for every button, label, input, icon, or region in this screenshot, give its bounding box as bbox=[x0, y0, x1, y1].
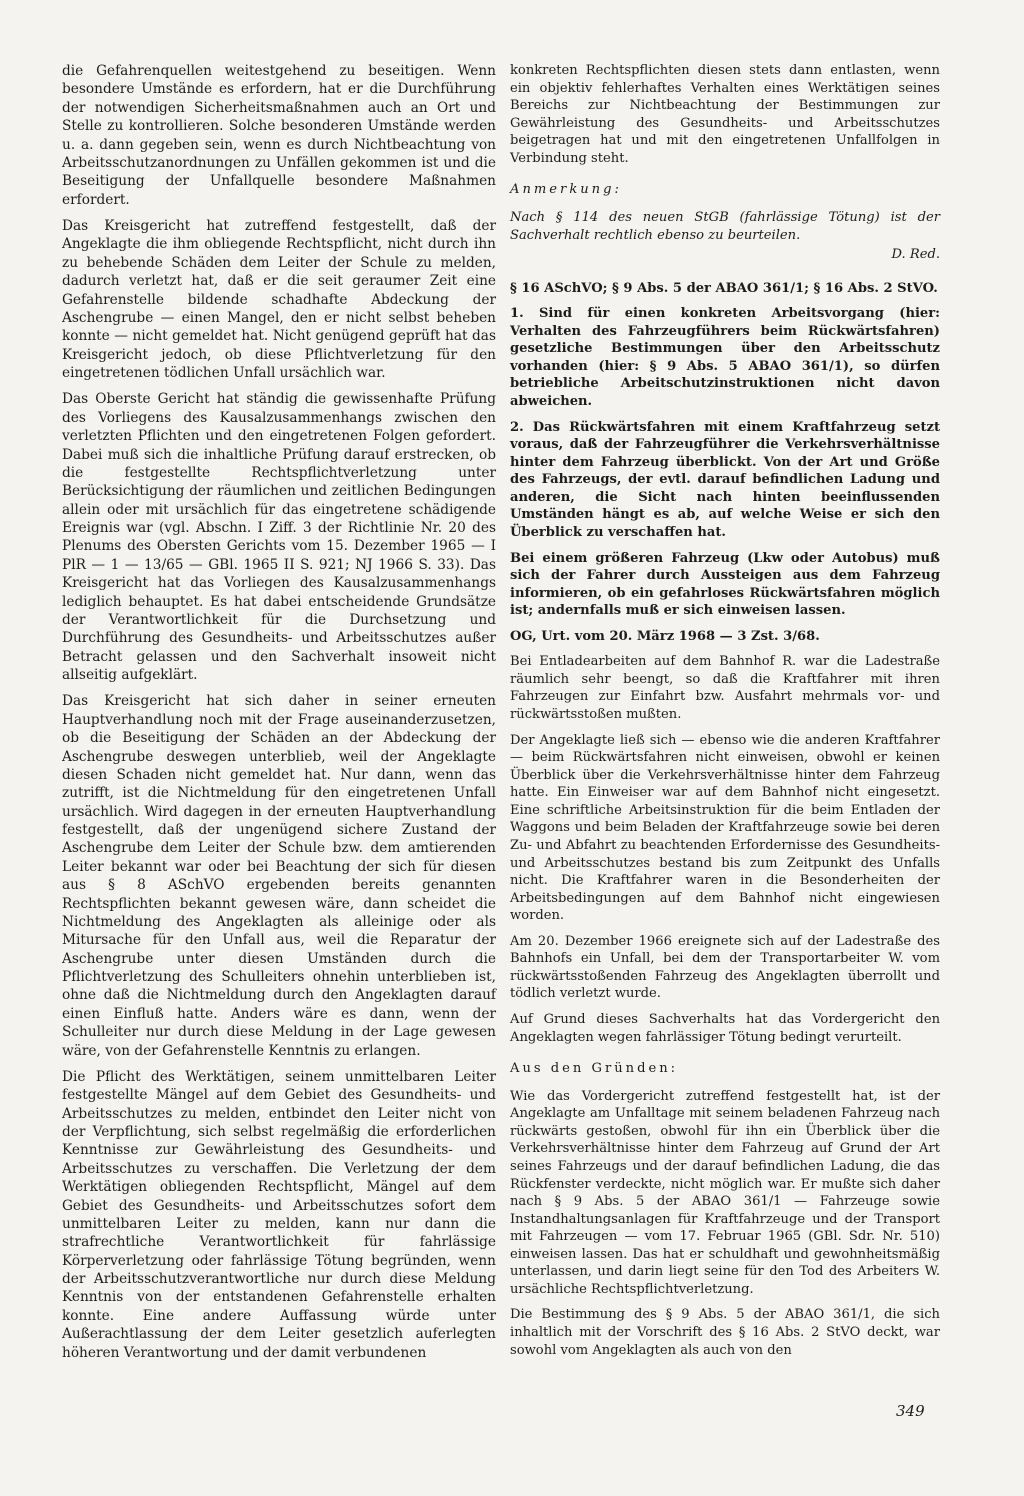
headnote: 2. Das Rückwärtsfahren mit einem Kraftfahrzeug setzt voraus, daß der Fahrzeugführer die Verkehrsverhältnisse hinter dem Fahrzeug überblickt. Von der Art und Größe des Fahrzeugs, der evtl. darauf befindlichen Ladung und anderen, die Sicht nach hinten beeinflussenden Umständen hängt es ab, auf welche Weise er sich den Überblick zu verschaffen hat. bbox=[510, 419, 940, 540]
headnote: 1. Sind für einen konkreten Arbeitsvorgang (hier: Verhalten des Fahrzeugführers beim Rückwärtsfahren) gesetzliche Bestimmungen über den Arbeitsschutz vorhanden (hier: § 9 Abs. 5 ABAO 361/1), so dürfen betriebliche Arbeitschutzinstruktionen nicht davon abweichen. bbox=[510, 306, 940, 409]
paragraph: Die Bestimmung des § 9 Abs. 5 der ABAO 361/1, die sich inhaltlich mit der Vorschrift des § 16 Abs. 2 StVO deckt, war sowohl vom Angeklagten als auch von den bbox=[510, 1307, 940, 1358]
paragraph: Bei Entladearbeiten auf dem Bahnhof R. war die Ladestraße räumlich sehr beengt, so daß die Kraftfahrer mit ihren Fahrzeugen zur Einfahrt bzw. Ausfahrt mehrmals vor- und rückwärtsstoßen mußten. bbox=[510, 654, 940, 722]
left-column bbox=[62, 62, 496, 1370]
paragraph: die Gefahrenquellen weitestgehend zu beseitigen. Wenn besondere Umstände es erfordern, hat er die Durchführung der notwendigen Sicherheitsmaßnahmen auch an Ort und Stelle zu kontrollieren. Solche besonderen Umstände werden u. a. dann gegeben sein, wenn es durch Nichtbeachtung von Arbeitsschutzanordnungen zu Unfällen gekommen ist und die Beseitigung der Unfallquelle besondere Maßnahmen erfordert. bbox=[62, 63, 496, 208]
paragraph: Der Angeklagte ließ sich — ebenso wie die anderen Kraftfahrer — beim Rückwärtsfahren nicht einweisen, obwohl er keinen Überblick über die Verkehrsverhältnisse hinter dem Fahrzeug hatte. Ein Einweiser war auf dem Bahnhof nicht eingesetzt. Eine schriftliche Arbeitsinstruktion für die beim Entladen der Waggons und beim Beladen der Kraftfahrzeuge sowie bei deren Zu- und Abfahrt zu beachtenden Erfordernisse des Gesundheits- und Arbeitsschutzes bestand bis zum Zeitpunkt des Unfalls nicht. Die Kraftfahrer waren in die Besonderheiten der Arbeitsbedingungen auf dem Bahnhof nicht eingewiesen worden. bbox=[510, 732, 940, 924]
paragraph: Auf Grund dieses Sachverhalts hat das Vordergericht den Angeklagten wegen fahrlässiger Tötung bedingt verurteilt. bbox=[510, 1012, 940, 1045]
page-number: 349 bbox=[896, 1402, 925, 1420]
right-column bbox=[510, 62, 940, 1367]
paragraph: Das Oberste Gericht hat ständig die gewissenhafte Prüfung des Vorliegens des Kausalzusammenhangs zwischen den verletzten Pflichten und den eingetretenen Folgen gefordert. Dabei muß sich die inhaltliche Prüfung darauf erstrecken, ob die festgestellte Rechtspflichtverletzung unter Berücksichtigung der räumlichen und zeitlichen Bedingungen allein oder mit ursächlich für das eingetretene schädigende Ereignis war (vgl. Abschn. I Ziff. 3 der Richtlinie Nr. 20 des Plenums des Obersten Gerichts vom 15. Dezember 1965 — I PlR — 1 — 13/65 — GBl. 1965 II S. 921; NJ 1966 S. 33). Das Kreisgericht hat das Vorliegen des Kausalzusammenhangs lediglich behauptet. Es hat dabei entscheidende Grundsätze der Verantwortlichkeit für die Durchsetzung und Durchführung des Gesundheits- und Arbeitsschutzes außer Betracht gelassen und den Sachverhalt insoweit nicht allseitig aufgeklärt. bbox=[62, 391, 496, 683]
note-signature: D. Red. bbox=[891, 247, 940, 263]
note-heading: Anmerkung: bbox=[510, 182, 622, 198]
grounds-heading: Aus den Gründen: bbox=[510, 1061, 679, 1077]
headnote: Bei einem größeren Fahrzeug (Lkw oder Autobus) muß sich der Fahrer durch Aussteigen aus dem Fahrzeug informieren, ob ein gefahrloses Rückwärtsfahren möglich ist; andernfalls muß er sich einweisen lassen. bbox=[510, 550, 940, 619]
case-heading: § 16 ASchVO; § 9 Abs. 5 der ABAO 361/1; § 16 Abs. 2 StVO. bbox=[510, 280, 938, 296]
paragraph: Am 20. Dezember 1966 ereignete sich auf der Ladestraße des Bahnhofs ein Unfall, bei dem der Transportarbeiter W. vom rückwärtsstoßenden Fahrzeug des Angeklagten überrollt und tödlich verletzt wurde. bbox=[510, 933, 940, 1002]
paragraph: Das Kreisgericht hat sich daher in seiner erneuten Hauptverhandlung noch mit der Frage auseinanderzusetzen, ob die Beseitigung der Schäden an der Abdeckung der Aschengrube deswegen unterblieb, weil der Angeklagte diesen Schaden nicht gemeldet hat. Nur dann, wenn das zutrifft, ist die Nichtmeldung für den eingetretenen Unfall ursächlich. Wird dagegen in der erneuten Hauptverhandlung festgestellt, daß der ungenügend sichere Zustand der Aschengrube dem Leiter der Schule bzw. dem amtierenden Leiter bekannt war oder bei Beachtung der sich für diesen aus § 8 ASchVO ergebenden bereits genannten Rechtspflichten bekannt gewesen wäre, dann scheidet die Nichtmeldung des Angeklagten als alleinige oder als Mitursache für den Unfall aus, weil die Reparatur der Aschengrube unter diesen Umständen durch die Pflichtverletzung des Schulleiters ohnehin unterblieben ist, ohne daß die Nichtmeldung durch den Angeklagten darauf einen Einfluß hatte. Anders wäre es dann, wenn der Schulleiter nur durch diese Meldung in der Lage gewesen wäre, von der Gefahrenstelle Kenntnis zu erlangen. bbox=[62, 693, 496, 1059]
paragraph: Wie das Vordergericht zutreffend festgestellt hat, ist der Angeklagte am Unfalltage mit seinem beladenen Fahrzeug nach rückwärts gestoßen, obwohl für ihn ein Überblick über die Verkehrsverhältnisse hinter dem Fahrzeug auf Grund der Art seines Fahrzeugs und der darauf befindlichen Ladung, die das Rückfenster verdeckte, nicht möglich war. Er mußte sich daher nach § 9 Abs. 5 der ABAO 361/1 — Fahrzeuge sowie Instandhaltungsanlagen für Kraftfahrzeuge und der Transport mit Fahrzeugen — vom 17. Februar 1965 (GBl. Sdr. Nr. 510) einweisen lassen. Das hat er schuldhaft und gewohnheitsmäßig unterlassen, und darin liegt seine für den Tod des Arbeiters W. ursächliche Rechtspflichtverletzung. bbox=[510, 1088, 940, 1297]
paragraph: Die Pflicht des Werktätigen, seinem unmittelbaren Leiter festgestellte Mängel auf dem Gebiet des Gesundheits- und Arbeitsschutzes zu melden, entbindet den Leiter nicht von der Verpflichtung, sich selbst regelmäßig die erforderlichen Kenntnisse zur Gewährleistung des Gesundheits- und Arbeitsschutzes zu verschaffen. Die Verletzung der dem Werktätigen obliegenden Rechtspflicht, Mängel auf dem Gebiet des Gesundheits- und Arbeitsschutzes sofort dem unmittelbaren Leiter zu melden, kann nur dann die strafrechtliche Verantwortlichkeit für fahrlässige Körperverletzung oder fahrlässige Tötung begründen, wenn der Arbeitsschutzverantwortliche nur durch diese Meldung Kenntnis von der entstandenen Gefahrenstelle erhalten konnte. Eine andere Auffassung würde unter Außerachtlassung der dem Leiter gesetzlich auferlegten höheren Verantwortung und der damit verbundenen bbox=[62, 1068, 496, 1361]
note-text: Nach § 114 des neuen StGB (fahrlässige Tötung) ist der Sachverhalt rechtlich ebenso zu beurteilen. bbox=[510, 209, 940, 243]
paragraph: Das Kreisgericht hat zutreffend festgestellt, daß der Angeklagte die ihm obliegende Rechtspflicht, nicht durch ihn zu behebende Schäden dem Leiter der Schule zu melden, dadurch verletzt hat, daß er die seit geraumer Zeit eine Gefahrenstelle bildende schadhafte Abdeckung der Aschengrube — einen Mangel, den er nicht selbst beheben konnte — nicht gemeldet hat. Nicht genügend geprüft hat das Kreisgericht jedoch, ob diese Pflichtverletzung für den eingetretenen tödlichen Unfall ursächlich war. bbox=[62, 218, 496, 381]
paragraph: konkreten Rechtspflichten diesen stets dann entlasten, wenn ein objektiv fehlerhaftes Verhalten eines Werktätigen seines Bereichs zur Nichtbeachtung der Bestimmungen zur Gewährleistung des Gesundheits- und Arbeitsschutzes beigetragen hat und mit den eingetretenen Unfallfolgen in Verbindung steht. bbox=[510, 63, 940, 166]
case-citation: OG, Urt. vom 20. März 1968 — 3 Zst. 3/68. bbox=[510, 628, 820, 644]
